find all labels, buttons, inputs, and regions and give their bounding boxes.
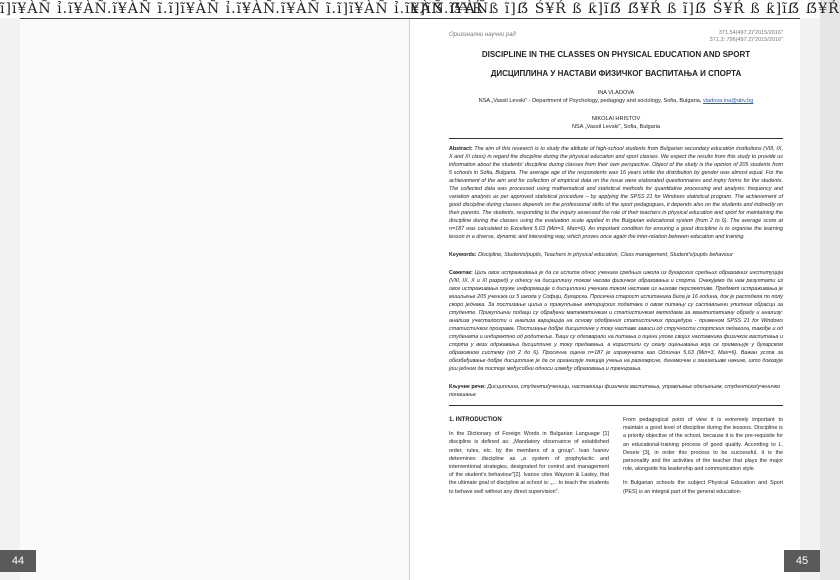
udc-code-2: 371.3::796(497.2)"2015/2016" — [709, 37, 783, 43]
article-page — [449, 30, 784, 495]
article-category: Оригинални научни рад — [449, 32, 516, 38]
keywords-text: Discipline, Students/pupils, Teachers in physical education, Class management, Student's/pupils behaviour — [478, 252, 733, 258]
left-page-blank — [20, 19, 410, 580]
body-paragraph: In Bulgarian schools the subject Physical Education and Sport (PES) is an integral part of the general education- — [623, 480, 783, 495]
right-margin — [800, 18, 820, 580]
left-margin — [0, 18, 20, 580]
title-serbian: ДИСЦИПЛИНА У НАСТАВИ ФИЗИЧКОГ ВАСПИТАЊА И СПОРТА — [490, 69, 742, 78]
abstract-label: Abstract: — [449, 146, 473, 152]
sazetak — [449, 269, 783, 373]
author-1: INA VLADOVA — [597, 90, 635, 96]
affiliation-2: NSA „Vassil Levski", Sofia, Bulgaria — [572, 124, 660, 130]
kljucne-text: Дисциплина, студенти/ученици, наставници физичког васпитања, управљање одељењем, студентско/ученичко понашање — [449, 384, 781, 398]
kljucne-reci — [449, 383, 783, 399]
udc-codes — [710, 30, 783, 44]
abstract-text: The aim of this research is to study the attitude of high-school students from Bulgarian secondary education institutions (VIII, IX, X and XI class) in regard the discipline during the physical education and sport classes. We expect the results from this study to provide us information about the students' discipline during classes from their own perspective. Object of the study is the opinion of 205 students from 5 schools in Sofia, Bulgaria. The average age of the respondents was 16 years while the distribution by gender was almost equal. For the achievement of the aim and for collection of empirical data on the issue were elaborated questionnaires and inqiry forms for the students. The collected data was processed using mathematical and statistical methods for quantitative processing and analysis: frequency and variation analysis as per approved statistical procedure – by applying the SPSS 21 for Windows statistical program. The achievement of good discipline during classes depends on the professional skills of the sport pedagogues, it depends also on the students and indirectly on their parents. The students, responding to the inquiry assessed the role of their teachers in physical education and sport for maintaining the discipline during the classes using the evaluation scale applied in the Bulgarian educational system (from 2 to 6). The average score at n=187 was calculated to Excellent 5.63 (Min=3, Max=6). An important condition for ensuring a good discipline is to organise the learning lesson in a diverse, dynamic and interesting way, which proves once again the inter-relation between education and training. — [449, 146, 783, 240]
keywords-label: Keywords: — [449, 252, 477, 258]
keywords — [449, 251, 783, 259]
page-number-right: 45 — [784, 550, 820, 572]
body-paragraph: In the Dictionary of Foreign Words in Bulgarian Language [1] discipline is defined as: „Mandatory observance of established order, rules, etc. by the members of a group". Ivan Ivanov determines discipline as „a system of prophylactic and interventional strategies, designated for control and management of the student's behaviour"[2]. Ivanov cites Wayson & Lasley, that the ultimate goal of discipline at school is: „... to teach the students to behave well without any direct supervision". — [449, 431, 609, 495]
author-1-email-link[interactable]: vladova.ina@abv.bg — [702, 98, 754, 104]
author-2: NIKOLAI HRISTOV — [591, 116, 641, 122]
header-ornament-left: ĩ]ĩ¥ÀÑ ỉ.ĩ¥ÀÑ.ĩ¥ÀÑ ĩ.ĩ]ĩ¥ÀÑ ỉ.ĩ¥ÀÑ.ĩ¥ÀÑ ĩ.ĩ]ĩ¥ÀÑ ỉ.ĩ¥ÀÑ.ĩ¥ÀÑ — [0, 1, 490, 17]
running-head — [449, 30, 783, 44]
affiliation-1-text: NSA „Vassil Levski" - Department of Psychology, pedagogy and sociology, Sofia, Bulgaria, — [478, 98, 702, 104]
body-rule — [449, 405, 783, 406]
kljucne-label: Кључне речи: — [449, 384, 486, 390]
section-heading: 1. INTRODUCTION — [449, 417, 502, 423]
page-number-left: 44 — [0, 550, 36, 572]
sazetak-text: Циљ овог истраживања је да се испита однос ученика средњих школа из бугарских средњих образовних институција (VIII, IX, X и XI разред) у односу на дисциплину током часова физичког образовања и спорта. Очекујемо да нам резултати из овог истраживања пруже информације о дисциплини ученика током наставе из њихове перспективе. Предмет истраживања је мишљење 205 ученика из 5 школа у Софији, Бугарска. Просечна старост испитаника била је 16 година, док је расподела по полу скоро једнака. За постизање циља и прикупљање емпиријских података о овом питању су састављени упитник обрасци за студенте. Прикупљени подаци су обрађени математичким и статистичким методама за квантитативну обраду и анализу: анализа учесталости и анализа варијација на основу одобрених статистичких процедура - применом SPSS 21 for Windows статистичког програма. Постизање добре дисциплине у току наставе зависи од стручности спортских педагога, такође и од студената и индиректно од родитеља. Ђаци су одговарали на питања о оцени улоге својих наставника физичког васпитања и спорта у вези одржавања дисциплине у току предавања, а користили су скалу оцењивања која се примењује у бугарском образовном систему (од 2 до 6). Просечна оцена n=187 је израчуната као Одличан 5,63 (Min=3, Max=6). Важан услов за обезбеђивање добре дисциплине је да се организује лекција учења на разноврсне, динамичне и занимљиве начине, што доказује још једном да постоје међусобни односи између образовања и тренирања. — [449, 270, 784, 372]
title-english: DISCIPLINE IN THE CLASSES ON PHYSICAL EDUCATION AND SPORT — [481, 50, 751, 59]
sazetak-label: Сажетак: — [449, 270, 473, 276]
abstract — [449, 145, 783, 241]
title-rule — [449, 138, 783, 139]
udc-code-1: 371.54(497.2)"2015/2016" — [718, 30, 783, 36]
header-ornament-right: ƙ]ĩẞ ẞ¥Ŕ ß ĩ]ẞ Ś¥Ŕ ß ƙ]ĩẞ ẞ¥Ŕ ß ĩ]ẞ Ś¥Ŕ ß ƙ]ĩẞ ẞ¥Ŕ — [410, 1, 840, 17]
body-paragraph: From pedagogical point of view it is extremely important to maintain a good level of discipline during the lessons. Discipline is a priority objective of the school, because it is the pre-requisite for an educational-training process of good quality. According to L. Deseiv [3], in order this process to be successful, it is the personality and the activities of the teacher that plays the major role, alongside his leadership and communication style. — [623, 417, 783, 473]
affiliation-1 — [449, 98, 783, 104]
body-column-right — [623, 416, 783, 502]
page-gutter — [409, 19, 410, 580]
body-column-left — [449, 416, 609, 502]
